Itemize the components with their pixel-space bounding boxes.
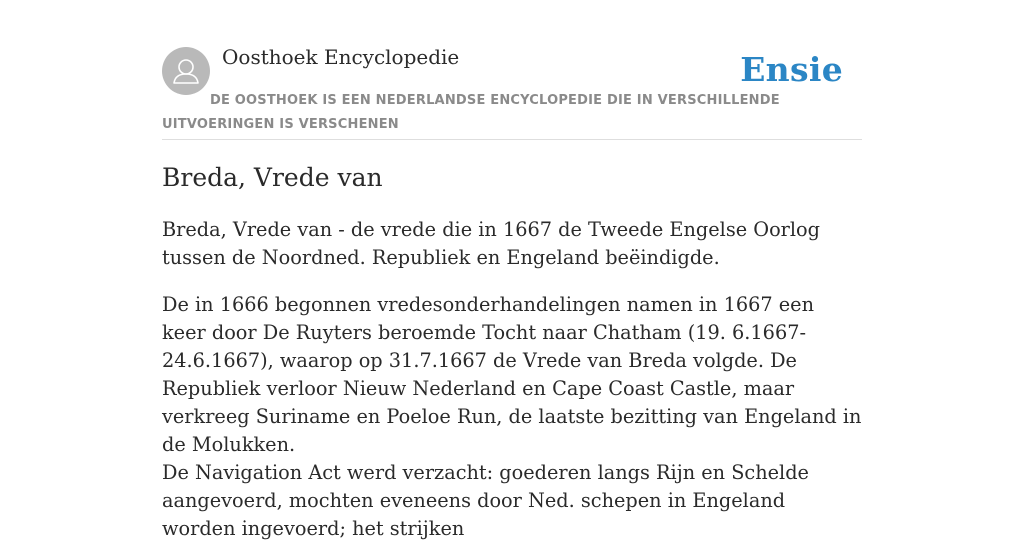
article-title: Breda, Vrede van <box>162 163 383 192</box>
article-paragraph-peace: De in 1666 begonnen vredesonderhandelingen namen in 1667 een keer door De Ruyters beroemde Tocht naar Chatham (19. 6.1667-24.6.1667), waarop op 31.7.1667 de Vrede van Breda volgde. De Republiek verloor Nieuw Nederland en Cape Coast Castle, maar verkreeg Suriname en Poeloe Run, de laatste bezitting van Engeland in de Molukken. <box>162 293 862 456</box>
header-divider <box>162 139 862 140</box>
article-paragraph-intro: Breda, Vrede van - de vrede die in 1667 de Tweede Engelse Oorlog tussen de Noordned. Republiek en Engeland beëindigde. <box>162 218 821 269</box>
source-avatar[interactable] <box>162 47 210 95</box>
user-icon <box>162 47 210 95</box>
page <box>162 0 862 540</box>
source-header <box>162 0 862 140</box>
source-description: DE OOSTHOEK IS EEN NEDERLANDSE ENCYCLOPEDIE DIE IN VERSCHILLENDE UITVOERINGEN IS VERSCHENEN <box>162 93 780 132</box>
ensie-logo[interactable]: Ensie <box>740 50 843 89</box>
article-paragraph-navigation-act: De Navigation Act werd verzacht: goederen langs Rijn en Schelde aangevoerd, mochten eveneens door Ned. schepen in Engeland worden ingevoerd; het strijken <box>162 461 809 540</box>
source-name[interactable]: Oosthoek Encyclopedie <box>222 45 460 69</box>
